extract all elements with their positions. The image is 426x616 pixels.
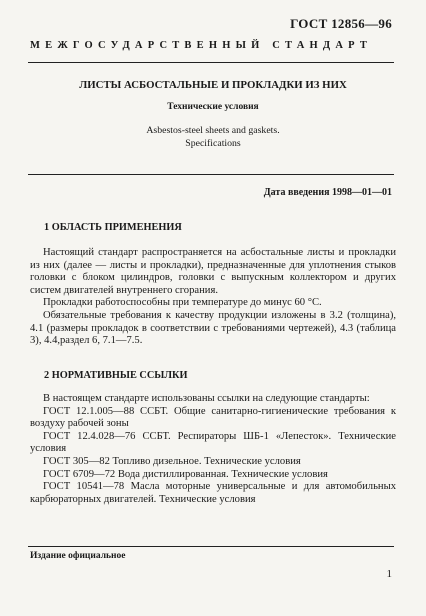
section1-body [30,247,396,348]
section1-paragraph: Прокладки работоспособны при температуре до минус 60 °C. [43,297,322,309]
section2-heading: 2 НОРМАТИВНЫЕ ССЫЛКИ [44,370,188,381]
footer-divider [28,546,394,547]
reference-item: ГОСТ 10541—78 Масла моторные универсальные и для автомобильных карбюраторных двигателей. Технические условия [30,481,396,505]
section2-intro: В настоящем стандарте использованы ссылки на следующие стандарты: [43,393,370,404]
reference-item: ГОСТ 6709—72 Вода дистиллированная. Технические условия [43,468,328,480]
introduction-date: Дата введения 1998—01—01 [263,187,392,198]
official-edition-note: Издание официальное [30,551,126,561]
document-number: ГОСТ 12856—96 [290,16,392,31]
middle-divider [28,174,394,175]
section1-paragraph: Настоящий стандарт распространяется на асбостальные листы и прокладки из них (далее — листы и прокладки), предназначенные для уплотнения стыков головки с блоком цилиндров, головки с выпускным коллектором и других систем двигателей внутреннего сгорания. [30,247,396,296]
english-title-line2: Specifications [185,138,241,149]
reference-item: ГОСТ 305—82 Топливо дизельное. Технические условия [43,455,301,467]
reference-item: ГОСТ 12.4.028—76 ССБТ. Респираторы ШБ-1 «Лепесток». Технические условия [30,430,396,455]
document-subtitle: Технические условия [167,102,259,112]
interstate-standard-label: МЕЖГОСУДАРСТВЕННЫЙ СТАНДАРТ [30,40,373,51]
section2-body [30,393,396,506]
top-divider [28,62,394,63]
document-title: ЛИСТЫ АСБОСТАЛЬНЫЕ И ПРОКЛАДКИ ИЗ НИХ [79,79,347,91]
english-title [0,124,426,150]
page-number: 1 [386,568,392,580]
english-title-line1: Asbestos-steel sheets and gaskets. [146,125,280,136]
reference-item: ГОСТ 12.1.005—88 ССБТ. Общие санитарно-гигиенические требования к воздуху рабочей зоны [30,405,396,430]
section1-paragraph: Обязательные требования к качеству продукции изложены в 3.2 (толщина), 4.1 (размеры прокладок в соответствии с требованиями чертежей), 4.3 (таблица 3), 4.4,раздел 6, 7.1—7.5. [30,309,396,347]
section1-heading: 1 ОБЛАСТЬ ПРИМЕНЕНИЯ [44,222,182,233]
